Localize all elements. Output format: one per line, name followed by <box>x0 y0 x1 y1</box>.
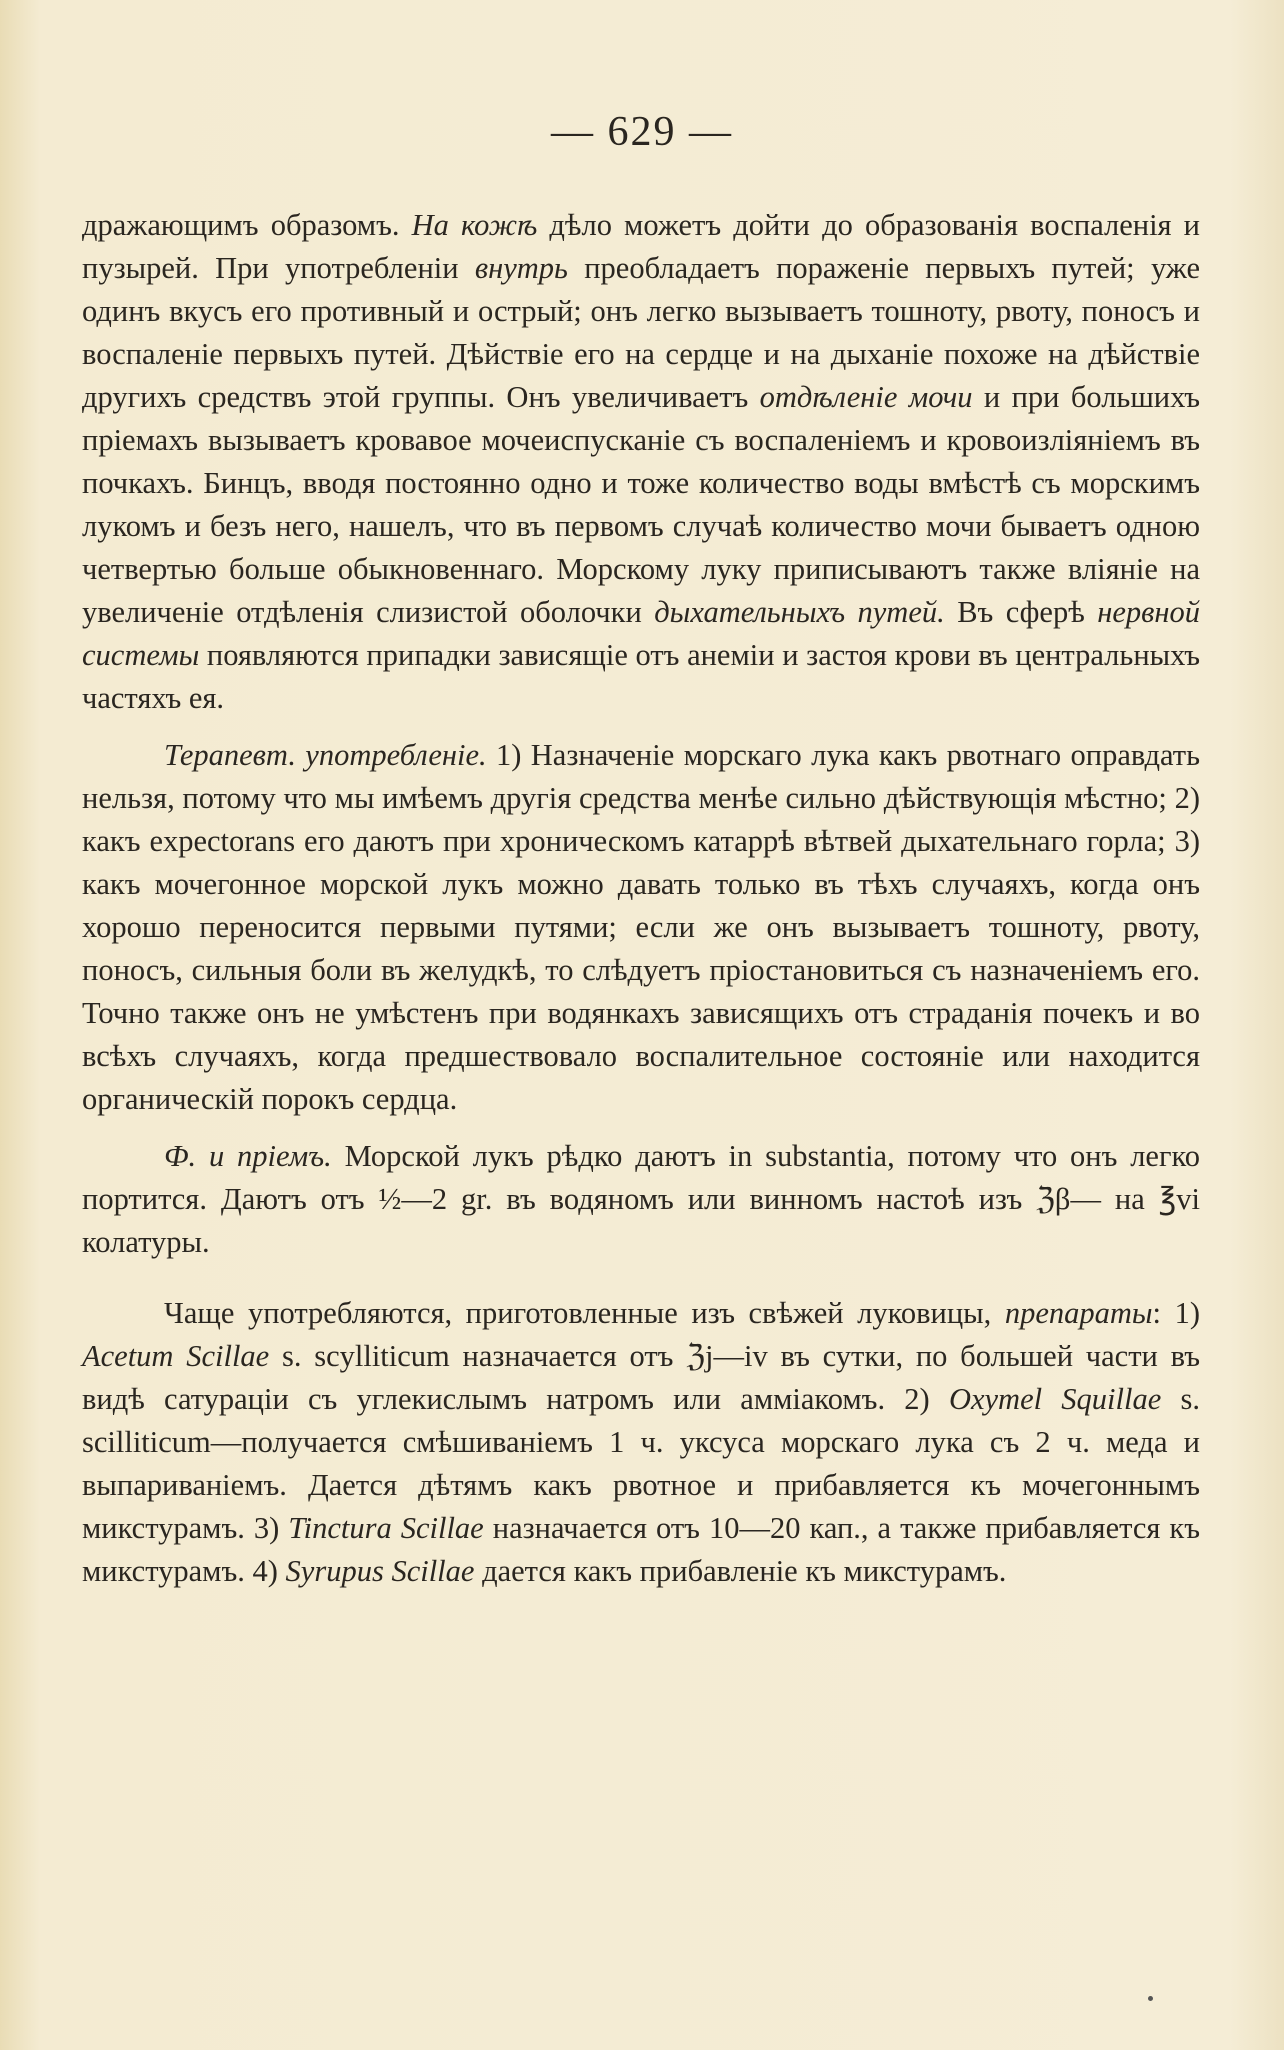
italic-term: дыхательныхъ путей. <box>654 595 945 629</box>
text-run: Чаще употребляются, приготовленные изъ свѣжей луковицы, <box>164 1296 1005 1330</box>
italic-term: Acetum Scillae <box>82 1339 270 1373</box>
text-run: и при большихъ пріемахъ вызываетъ кровавое мочеиспусканіе съ воспаленіемъ и кровоизліяніемъ въ почкахъ. Бинцъ, вводя постоянно одно и тоже количество воды вмѣстѣ съ морскимъ лукомъ и безъ него, нашелъ, что въ первомъ случаѣ количество мочи бываетъ одною четвертью больше обыкновеннаго. Морскому луку приписываютъ также вліяніе на увеличеніе отдѣленія слизистой оболочки <box>82 380 1200 629</box>
paragraph-therapeutic-use <box>82 734 1200 1121</box>
text-run: 1) Назначеніе морскаго лука какъ рвотнаго оправдать нельзя, потому что мы имѣемъ другія средства менѣе сильно дѣйствующія мѣстно; 2) какъ expectorans его даютъ при хроническомъ катаррѣ вѣтвей дыхательнаго горла; 3) какъ мочегонное морской лукъ можно давать только въ тѣхъ случаяхъ, когда онъ хорошо переносится первыми путями; если же онъ вызываетъ тошноту, рвоту, поносъ, сильныя боли въ желудкѣ, то слѣдуетъ пріостановиться съ назначеніемъ его. Точно также онъ не умѣстенъ при водянкахъ зависящихъ отъ страданія почекъ и во всѣхъ случаяхъ, когда предшествовало воспалительное состояніе или находится органическій порокъ сердца. <box>82 738 1200 1116</box>
text-run: : 1) <box>1152 1296 1200 1330</box>
text-run: Морской лукъ рѣдко даютъ in substantia, потому что онъ легко портится. Даютъ отъ ½—2 gr. въ водяномъ или винномъ настоѣ изъ ℨβ— на ℥vi колатуры. <box>82 1139 1200 1259</box>
text-run: дается какъ прибавленіе къ микстурамъ. <box>474 1554 1007 1588</box>
italic-term: Ф. и пріемъ. <box>164 1139 332 1173</box>
paragraph-effects <box>82 204 1200 720</box>
italic-term: внутрь <box>474 251 568 285</box>
text-run: Въ сферѣ <box>944 595 1098 629</box>
italic-term: На кожѣ <box>411 208 538 242</box>
text-run: дѣло можетъ дойти до образованія воспаленія и пузырей. При употребленіи <box>82 208 1201 285</box>
page-number: — 629 — <box>551 109 733 155</box>
body-text <box>82 204 1200 1593</box>
text-run: s. scilliticum—получается смѣшиваніемъ 1 ч. уксуса морскаго лука съ 2 ч. меда и выпариваніемъ. Дается дѣтямъ какъ рвотное и прибавляется къ мочегоннымъ микстурамъ. 3) <box>82 1382 1200 1545</box>
italic-term: Oxymel Squillae <box>948 1382 1162 1416</box>
italic-term: Tinctura Scillae <box>288 1511 484 1545</box>
italic-term: Терапевт. употребленіе. <box>164 738 487 772</box>
text-run: назначается отъ 10—20 кап., а также прибавляется къ микстурамъ. 4) <box>82 1511 1200 1588</box>
text-run: s. scylliticum назначается отъ ℨj—iv въ сутки, по большей части въ видѣ сатураціи съ углекислымъ натромъ или амміакомъ. 2) <box>82 1339 1201 1416</box>
italic-term: препараты <box>1004 1296 1153 1330</box>
ink-speck <box>1148 1996 1153 2001</box>
paragraph-forms-and-dosage <box>82 1135 1200 1264</box>
paragraph-preparations <box>82 1292 1200 1593</box>
text-run: дражающимъ образомъ. <box>82 208 412 242</box>
italic-term: Syrupus Scillae <box>285 1554 475 1588</box>
text-run: появляются припадки зависящіе отъ анеміи и застоя крови въ центральныхъ частяхъ ея. <box>82 638 1200 715</box>
italic-term: нервной системы <box>82 595 1200 672</box>
text-run: преобладаетъ пораженіе первыхъ путей; уже одинъ вкусъ его противный и острый; онъ легко вызываетъ тошноту, рвоту, поносъ и воспаленіе первыхъ путей. Дѣйствіе его на сердце и на дыханіе похоже на дѣйствіе другихъ средствъ этой группы. Онъ увеличиваетъ <box>82 251 1200 414</box>
italic-term: отдѣленіе мочи <box>759 380 973 414</box>
